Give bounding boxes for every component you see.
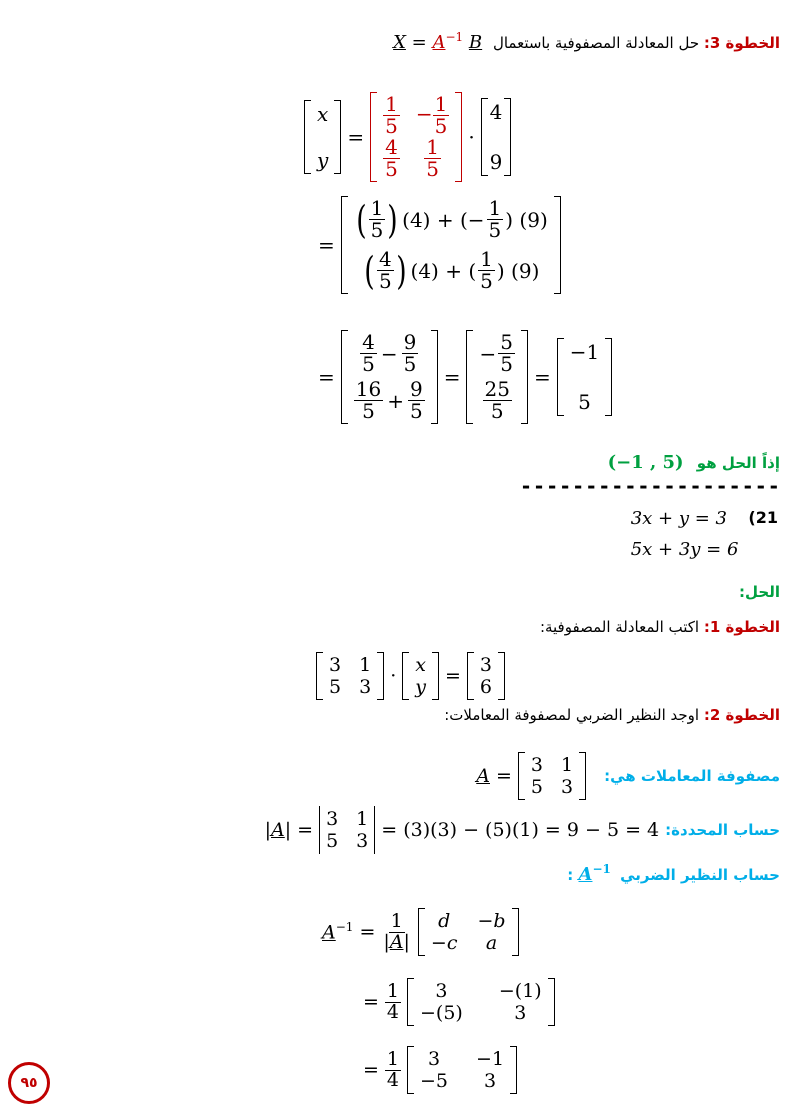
determinant-line — [265, 806, 780, 854]
b1: 4 — [489, 100, 503, 124]
frac-num: 25 — [484, 377, 510, 401]
var-y: y — [317, 148, 329, 172]
coefficient-matrix — [316, 652, 384, 700]
var-X: X — [393, 32, 406, 53]
colon: : — [567, 866, 574, 884]
equals-sign: = — [496, 765, 512, 787]
step1-text: اكتب المعادلة المصفوفية: — [539, 618, 700, 636]
inverse-exponent: −1 — [445, 30, 464, 44]
equation-1: 3x + y = 3 — [630, 508, 727, 529]
frac-num: 9 — [403, 330, 417, 354]
frac-den: 4 — [386, 1068, 400, 1091]
determinant-formula: |A| = 3 1 5 3 = (3)(3) − (5)(1) = 9 − 5 = 4 — [264, 808, 660, 852]
solution-line — [608, 452, 780, 473]
var-A: A — [432, 32, 446, 53]
frac-num: 16 — [355, 377, 382, 401]
frac-den: 5 — [403, 352, 417, 376]
frac-den: 5 — [362, 399, 375, 423]
constant-vector — [481, 98, 512, 176]
variable-vector — [402, 652, 439, 700]
m-a: 3 — [329, 654, 342, 676]
inverse-heading — [567, 862, 780, 885]
section-divider: -------------------- — [520, 474, 781, 498]
page-number-badge — [8, 1062, 50, 1104]
row1-expr-end: ) (9) — [505, 207, 548, 232]
entry-3: −5 — [420, 1070, 449, 1092]
entry-2: −(1) — [498, 980, 542, 1002]
calc-step-1: x y = $\frac{1}{5}$ − $\frac{1}{5}$ $\frac{4}{5}$ $\frac{1}{5}$ · 4 9 — [304, 92, 511, 182]
b2: 9 — [489, 150, 503, 174]
row1-expr: (4) + (− — [402, 207, 485, 232]
unknown-vector — [304, 100, 341, 174]
frac-num: 1 — [386, 979, 400, 1002]
entry-minus-c: −c — [430, 932, 458, 954]
coefficient-line — [476, 752, 780, 800]
var-A: A — [476, 765, 490, 787]
step2-text: اوجد النظير الضربي لمصفوفة المعاملات: — [444, 706, 700, 724]
problem-21 — [631, 508, 778, 560]
coefficient-label: مصفوفة المعاملات هي: — [604, 767, 780, 785]
entry-d: d — [438, 910, 451, 932]
row2-expr: (4) + ( — [410, 258, 477, 283]
page-number: ٩٥ — [20, 1075, 38, 1091]
frac-den: 5 — [385, 157, 398, 181]
var-x: x — [317, 102, 329, 126]
step3-text: حل المعادلة المصفوفية باستعمال — [492, 34, 700, 52]
entry-2: −1 — [476, 1048, 505, 1070]
determinant-expression: = (3)(3) − (5)(1) = 9 − 5 = 4 — [381, 819, 660, 841]
entry-minus-b: −b — [477, 910, 506, 932]
frac-num: 9 — [409, 377, 423, 401]
problem-number: (21 — [748, 508, 778, 527]
res-y: 5 — [578, 390, 591, 414]
calc-step-3: = $\frac{4}{5}$ − $\frac{9}{5}$ $\frac{16}{5}$ + $\frac{9}{5}$ = − $\frac{5}{5}$ $\frac{25}{5}$ = −1 5 — [318, 330, 612, 424]
determinant-label: حساب المحددة: — [665, 821, 780, 839]
var-A: A — [322, 921, 336, 944]
inverse-matrix — [370, 92, 462, 182]
entry-3: −(5) — [420, 1002, 463, 1024]
simplified-matrix: − $\frac{5}{5}$ $\frac{25}{5}$ — [466, 330, 528, 424]
frac-den: 4 — [386, 1000, 400, 1023]
m-d: 3 — [359, 676, 372, 698]
solution-value: (−1 , 5) — [607, 452, 684, 473]
var-x: x — [415, 654, 426, 676]
entry-4: 3 — [514, 1002, 527, 1024]
r2: 6 — [479, 676, 492, 698]
row2-expr-end: ) (9) — [496, 258, 540, 283]
frac-num: 1 — [385, 92, 398, 116]
inverse-exponent: −1 — [335, 920, 354, 935]
step2-line — [444, 706, 780, 724]
frac-num: 4 — [385, 135, 398, 159]
var-A: A — [578, 864, 593, 885]
frac-den: 5 — [434, 114, 448, 138]
step1-line — [540, 618, 780, 636]
entry-1: 3 — [427, 1048, 441, 1070]
step1-label: الخطوة 1: — [703, 618, 780, 636]
frac-den: 5 — [490, 399, 504, 423]
solution-label: إذاً الحل هو — [696, 454, 780, 472]
step2-label: الخطوة 2: — [703, 706, 780, 724]
sum-matrix: $\frac{4}{5}$ − $\frac{9}{5}$ $\frac{16}{5}$ + $\frac{9}{5}$ — [341, 330, 438, 424]
entry-1: 3 — [435, 980, 448, 1002]
frac-num: 1 — [434, 92, 448, 116]
inverse-step-b: = $\frac{1}{4}$ 3 −1 −5 3 — [363, 1046, 517, 1094]
var-B: B — [468, 32, 483, 53]
inverse-label: حساب النظير الضربي — [620, 866, 780, 884]
calc-step-2: = ( $\frac{1}{5}$ ) (4) + (− $\frac{1}{5}$ ) (9) ( $\frac{4}{5}$ ) (4) + ( $\frac{1}{5}$ ) (9) — [318, 196, 561, 294]
frac-num: 5 — [500, 330, 513, 354]
inverse-step-a: = $\frac{1}{4}$ 3 −(1) −(5) 3 — [363, 978, 555, 1026]
m-c: 5 — [329, 676, 342, 698]
entry-4: 3 — [483, 1070, 497, 1092]
r1: 3 — [479, 654, 492, 676]
equation-2: 5x + 3y = 6 — [630, 539, 739, 560]
inverse-formula: $A^{-1}$ = $\frac{1}{|A|}$ d −b −c a — [322, 908, 519, 956]
matrix-equation: 3 1 5 3 · x y = 3 6 — [316, 652, 505, 700]
frac-den: 5 — [385, 114, 398, 138]
m-b: 1 — [359, 654, 372, 676]
minus-sign: − — [415, 102, 433, 126]
step3-formula — [393, 30, 482, 53]
inverse-exponent: −1 — [592, 862, 611, 876]
step3-line — [393, 30, 780, 53]
frac-den: 5 — [426, 157, 439, 181]
frac-num: 1 — [390, 909, 403, 932]
frac-den: 5 — [409, 399, 423, 423]
res-x: −1 — [569, 340, 600, 364]
frac-num: 1 — [426, 135, 439, 159]
product-matrix: ( $\frac{1}{5}$ ) (4) + (− $\frac{1}{5}$ ) (9) ( $\frac{4}{5}$ ) (4) + ( $\frac{1}{5}$ ) (9) — [341, 196, 561, 294]
frac-num: 1 — [386, 1047, 400, 1070]
entry-a: a — [485, 932, 498, 954]
result-vector — [557, 338, 612, 416]
equals-sign: = — [411, 32, 427, 53]
coefficient-formula: A = 3 1 5 3 — [476, 752, 586, 800]
var-y: y — [415, 676, 426, 698]
frac-num: 4 — [362, 330, 375, 354]
solution-heading: الحل: — [739, 583, 780, 601]
rhs-vector — [467, 652, 505, 700]
frac-den: 5 — [500, 352, 513, 376]
frac-den: 5 — [362, 352, 375, 376]
step3-label: الخطوة 3: — [703, 34, 780, 52]
